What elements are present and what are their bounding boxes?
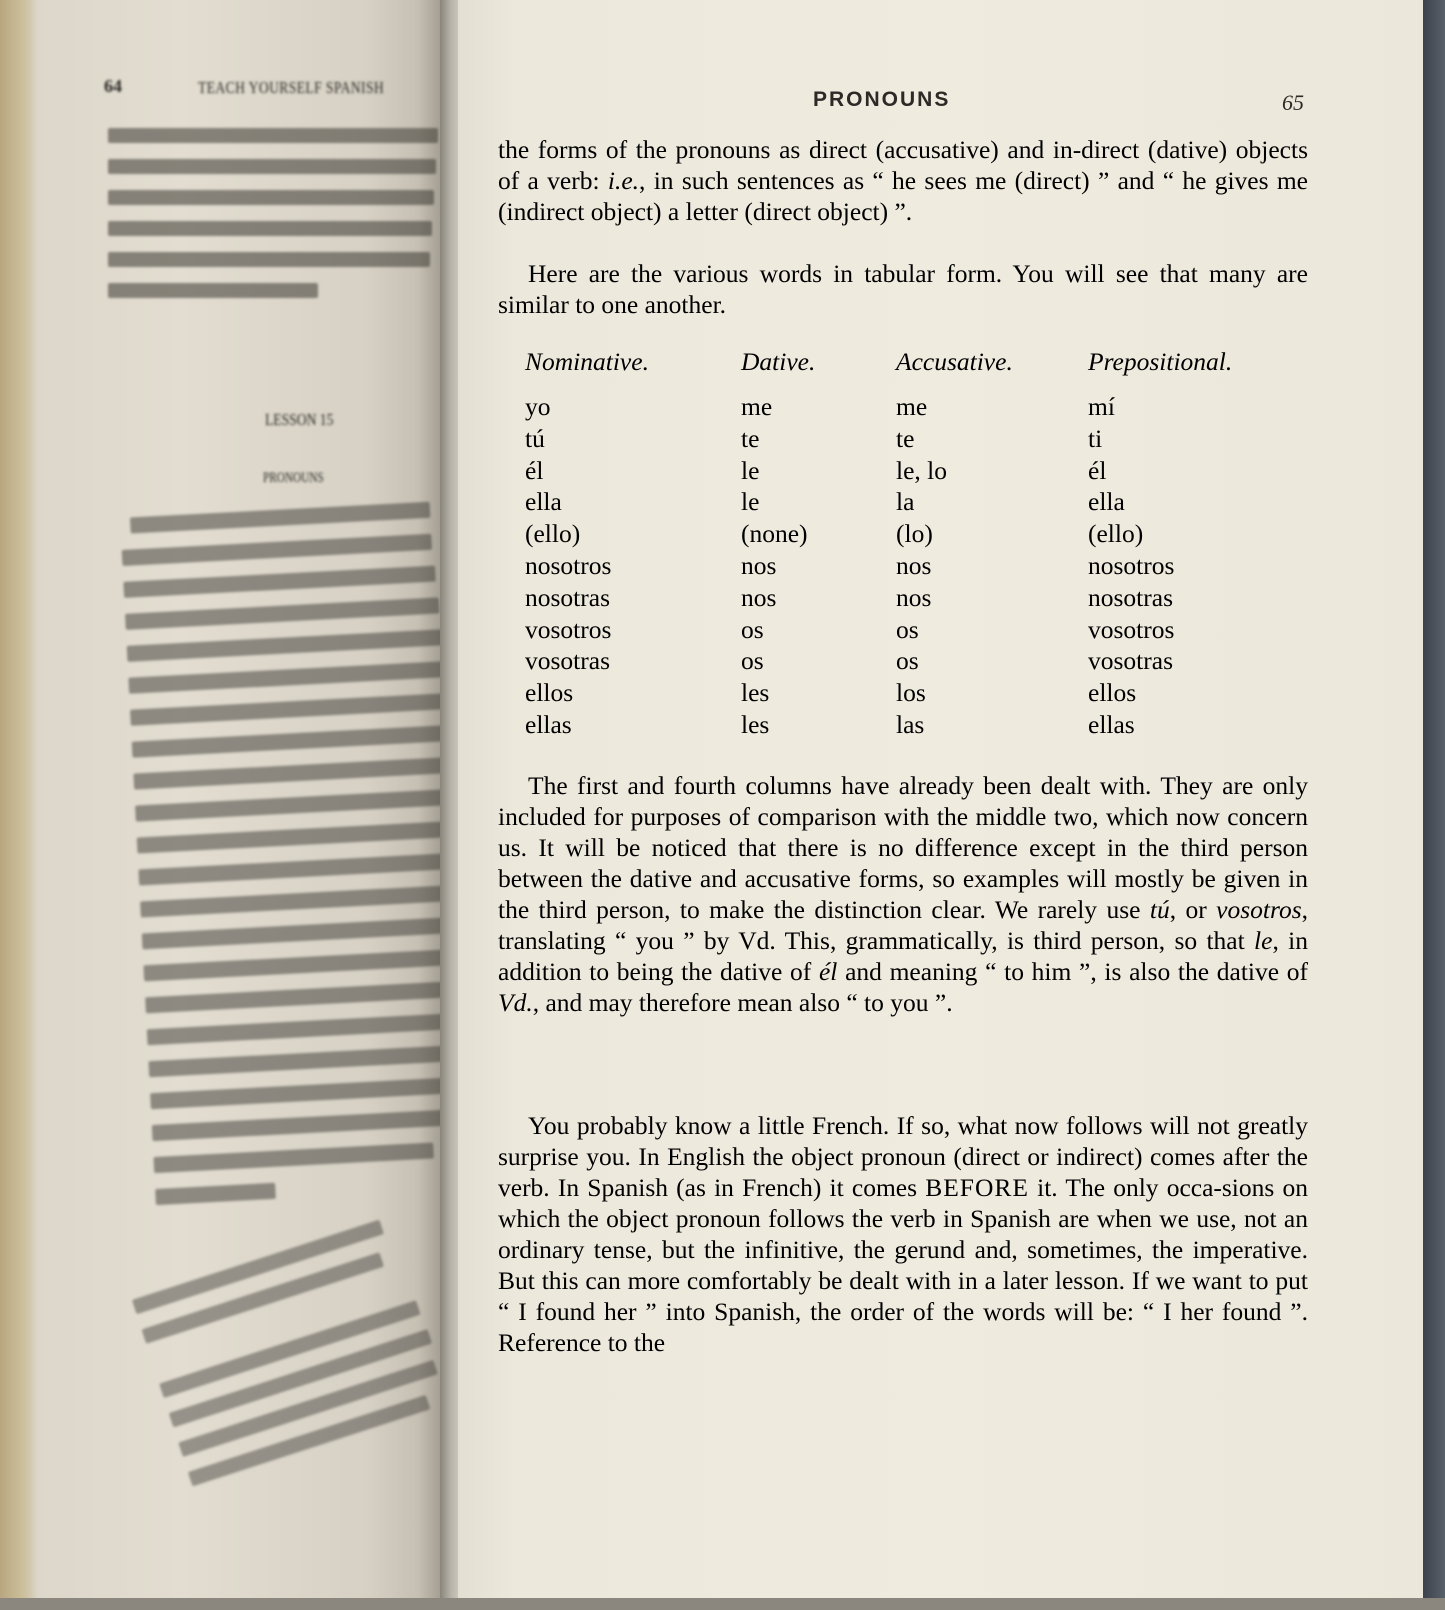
header-dative: Dative.: [741, 347, 816, 376]
left-page-number: 64: [104, 76, 122, 96]
cell-accusative: la: [896, 487, 915, 517]
header-accusative: Accusative.: [896, 347, 1013, 376]
header-nominative: Nominative.: [525, 347, 649, 376]
cell-nominative: él: [525, 455, 544, 485]
table-row: [525, 423, 1288, 455]
cell-prepositional: (ello): [1088, 519, 1144, 549]
para3-text: , in addition to being the dative of: [498, 926, 1308, 986]
cell-accusative: las: [896, 709, 925, 739]
intro-text: the forms of the pronouns as direct (accusative) and in-direct (dative) objects of a verb:: [498, 135, 1308, 195]
page-number: 65: [1282, 90, 1304, 115]
table-row: [525, 677, 1288, 709]
cell-dative: nos: [741, 550, 777, 580]
table-row: [525, 614, 1288, 646]
left-section-heading: PRONOUNS: [263, 470, 324, 486]
left-page-content: [0, 0, 458, 1610]
cell-nominative: vosotros: [525, 614, 612, 644]
cell-dative: nos: [741, 582, 777, 612]
cell-nominative: vosotras: [525, 646, 610, 676]
left-running-head: TEACH YOURSELF SPANISH: [198, 78, 385, 97]
cell-nominative: ellas: [525, 709, 572, 739]
book-cover-edge: [1423, 0, 1445, 1610]
table-row: [525, 391, 1288, 423]
cell-nominative: nosotros: [525, 550, 612, 580]
cell-dative: te: [741, 423, 760, 453]
cell-nominative: tú: [525, 423, 545, 453]
italic-word: le: [1254, 926, 1273, 955]
header-prepositional: Prepositional.: [1088, 347, 1233, 376]
cell-dative: les: [741, 678, 770, 708]
cell-prepositional: él: [1088, 455, 1107, 485]
table-row: [525, 550, 1288, 582]
cell-prepositional: vosotras: [1088, 646, 1173, 676]
cell-accusative: nos: [896, 582, 932, 612]
cell-nominative: ellos: [525, 678, 574, 708]
cell-dative: me: [741, 392, 773, 421]
cell-dative: os: [741, 646, 764, 676]
cell-prepositional: ellas: [1088, 709, 1135, 739]
table-row: [525, 582, 1288, 614]
cell-dative: os: [741, 614, 764, 644]
cell-prepositional: nosotras: [1088, 582, 1173, 612]
table-row: [525, 455, 1288, 487]
cell-prepositional: ellos: [1088, 678, 1137, 708]
left-blurred-text-bottom: [132, 1210, 458, 1501]
cell-nominative: ella: [525, 487, 562, 517]
para4-text: You probably know a little French. If so, what now follows will not greatly surprise you. In English the object pronoun (direct or indirect) comes after the verb. In Spanish (as in French) it comes: [498, 1111, 1308, 1202]
cell-accusative: nos: [896, 550, 932, 580]
cell-dative: le: [741, 455, 760, 485]
cell-accusative: os: [896, 614, 919, 644]
italic-word: él: [818, 957, 838, 986]
left-facing-page: [0, 0, 458, 1610]
intro-text-cont: , in such sentences as “ he sees me (direct) ” and “ he gives me (indirect object) a letter (direct object) ”.: [498, 166, 1308, 226]
table-row: [525, 709, 1288, 741]
italic-word: tú: [1149, 895, 1170, 924]
cell-prepositional: ti: [1088, 423, 1103, 453]
left-lesson-heading: LESSON 15: [265, 410, 334, 429]
table-header-row: [525, 347, 1288, 391]
cell-prepositional: ella: [1088, 487, 1125, 517]
table-body: [525, 391, 1288, 741]
cell-prepositional: vosotros: [1088, 614, 1175, 644]
para3-text: , and may therefore mean also “ to you ”.: [532, 988, 953, 1017]
pronoun-table: [525, 347, 1288, 741]
intro-paragraph-2: [498, 258, 1308, 320]
para3-text: The first and fourth columns have already been dealt with. They are only included for purposes of comparison with the middle two, which now concern us. It will be noticed that there is no difference except in the third person between the dative and accusative forms, so examples will mostly be given in the third person, to make the distinction clear. We rarely use: [498, 771, 1308, 924]
para4-text: it. The only occa-sions on which the object pronoun follows the verb in Spanish are when we use, not an ordinary tense, but the infinitive, the gerund and, sometimes, the imperative. But this can more comfortably be dealt with in a later lesson. If we want to put “ I found her ” into Spanish, the order of the words will be: “ I her found ”. Reference to the: [498, 1173, 1308, 1357]
small-caps-word: BEFORE: [925, 1173, 1029, 1202]
table-row: [525, 518, 1288, 550]
cell-accusative: los: [896, 678, 926, 708]
cell-nominative: (ello): [525, 519, 581, 549]
cell-dative: (none): [741, 519, 808, 549]
running-head: PRONOUNS: [813, 88, 951, 111]
left-blurred-text-top: [108, 128, 448, 314]
left-blurred-text-body: [120, 501, 458, 1221]
cell-accusative: te: [896, 423, 915, 453]
para3-text: and meaning “ to him ”, is also the dative of: [837, 957, 1308, 986]
cell-accusative: os: [896, 646, 919, 676]
para3-text: , translating “ you ” by Vd. This, grammatically, is third person, so that: [498, 895, 1308, 955]
italic-word: Vd.: [498, 988, 533, 1017]
cell-dative: les: [741, 709, 770, 739]
table-row: [525, 645, 1288, 677]
cell-prepositional: nosotros: [1088, 550, 1175, 580]
para3-text: , or: [1169, 895, 1217, 924]
cell-accusative: le, lo: [896, 455, 947, 485]
italic-word: vosotros: [1216, 895, 1302, 924]
cell-accusative: me: [896, 392, 928, 421]
paragraph-3: [498, 770, 1308, 1018]
cell-prepositional: mí: [1088, 392, 1115, 421]
bottom-edge: [0, 1598, 1445, 1610]
italic-abbrev: i.e.: [607, 166, 640, 195]
paragraph-4: [498, 1110, 1308, 1358]
intro-paragraph-2-text: Here are the various words in tabular form. You will see that many are similar to one another.: [498, 259, 1308, 319]
cell-nominative: nosotras: [525, 582, 610, 612]
cell-accusative: (lo): [896, 519, 933, 549]
cell-dative: le: [741, 487, 760, 517]
table-row: [525, 486, 1288, 518]
intro-paragraph-1: [498, 134, 1308, 227]
cell-nominative: yo: [525, 392, 551, 421]
